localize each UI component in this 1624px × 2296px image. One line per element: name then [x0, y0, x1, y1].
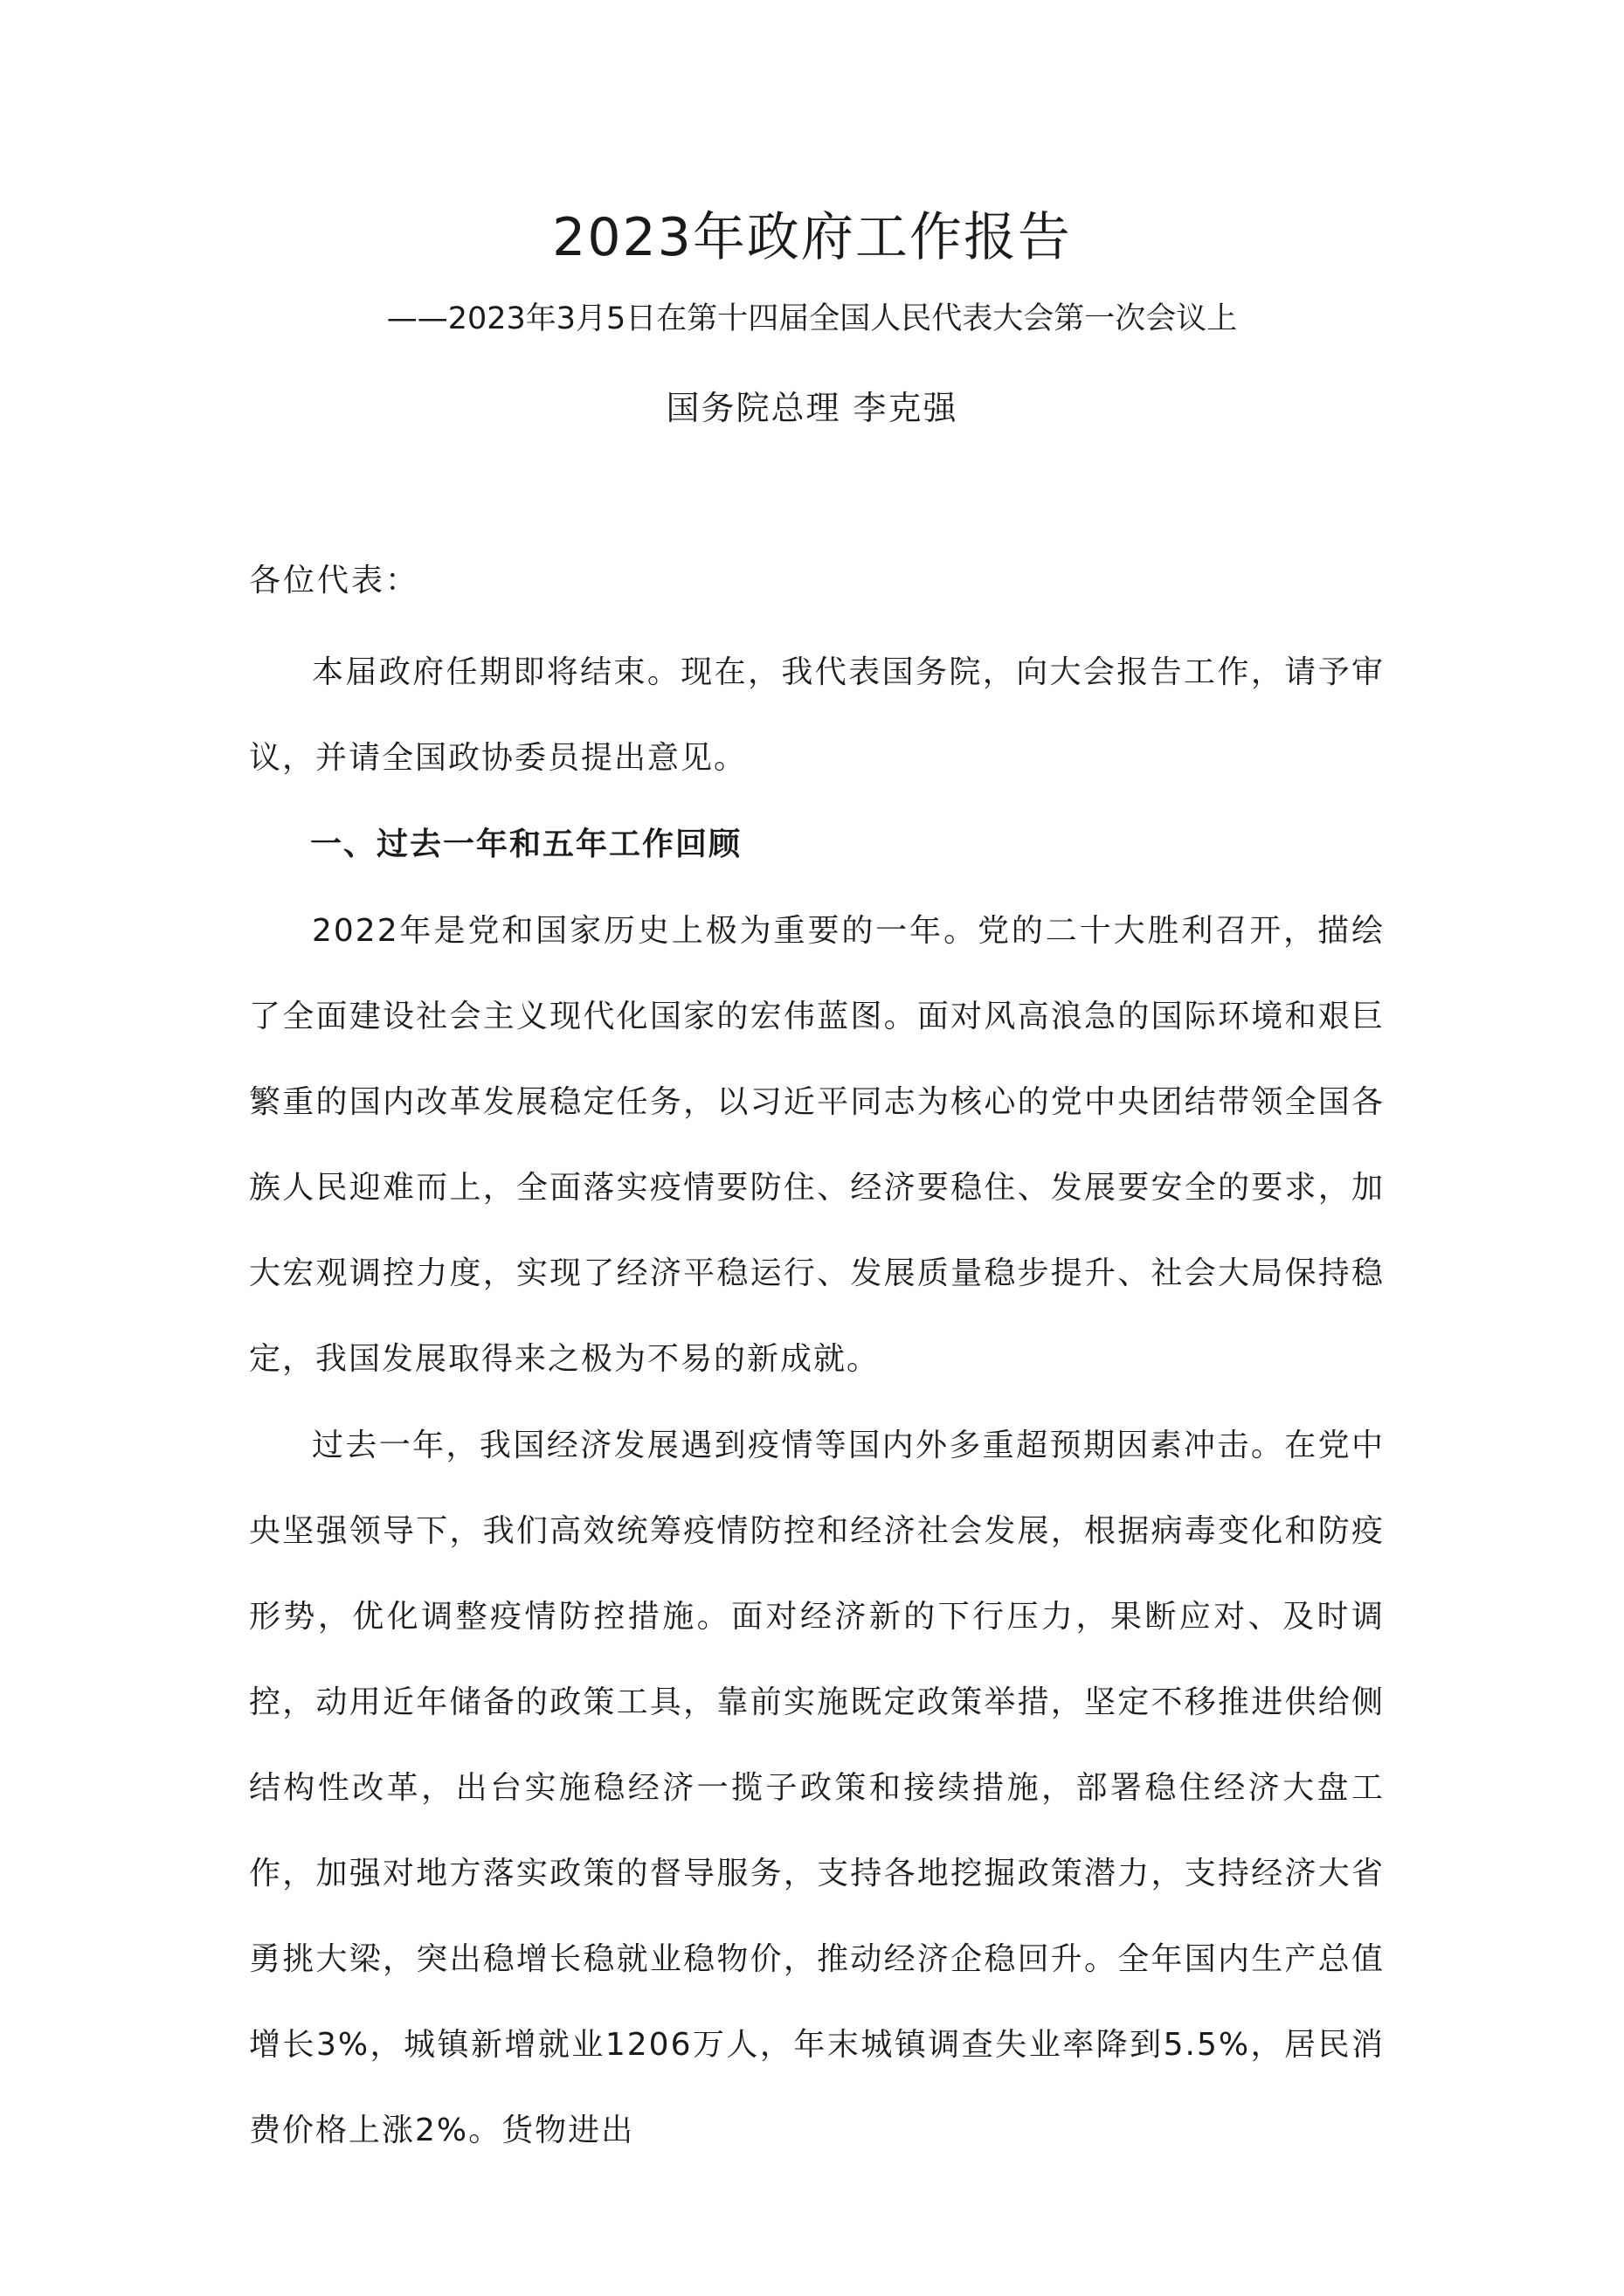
document-author: 国务院总理 李克强: [666, 389, 958, 427]
salutation: 各位代表：: [249, 563, 420, 598]
paragraph-intro: 本届政府任期即将结束。现在，我代表国务院，向大会报告工作，请予审议，并请全国政协委员提出意见。: [249, 654, 1385, 776]
document-title: 2023年政府工作报告: [552, 207, 1072, 268]
section-heading: 一、过去一年和五年工作回顾: [310, 826, 743, 862]
document-subtitle: ——2023年3月5日在第十四届全国人民代表大会第一次会议上: [386, 301, 1238, 336]
paragraph-past-year: 过去一年，我国经济发展遇到疫情等国内外多重超预期因素冲击。在党中央坚强领导下，我们高效统筹疫情防控和经济社会发展，根据病毒变化和防疫形势，优化调整疫情防控措施。面对经济新的下行压力，果断应对、及时调控，动用近年储备的政策工具，靠前实施既定政策举措，坚定不移推进供给侧结构性改革，出台实施稳经济一揽子政策和接续措施，部署稳住经济大盘工作，加强对地方落实政策的督导服务，支持各地挖掘政策潜力，支持经济大省勇挑大梁，突出稳增长稳就业稳物价，推动经济企稳回升。全年国内生产总值增长3%，城镇新增就业1206万人，年末城镇调查失业率降到5.5%，居民消费价格上涨2%。货物进出: [249, 1428, 1385, 2148]
paragraph-2022-overview: 2022年是党和国家历史上极为重要的一年。党的二十大胜利召开，描绘了全面建设社会主义现代化国家的宏伟蓝图。面对风高浪急的国际环境和艰巨繁重的国内改革发展稳定任务，以习近平同志为核心的党中央团结带领全国各族人民迎难而上，全面落实疫情要防住、经济要稳住、发展要安全的要求，加大宏观调控力度，实现了经济平稳运行、发展质量稳步提升、社会大局保持稳定，我国发展取得来之极为不易的新成就。: [249, 913, 1385, 1377]
